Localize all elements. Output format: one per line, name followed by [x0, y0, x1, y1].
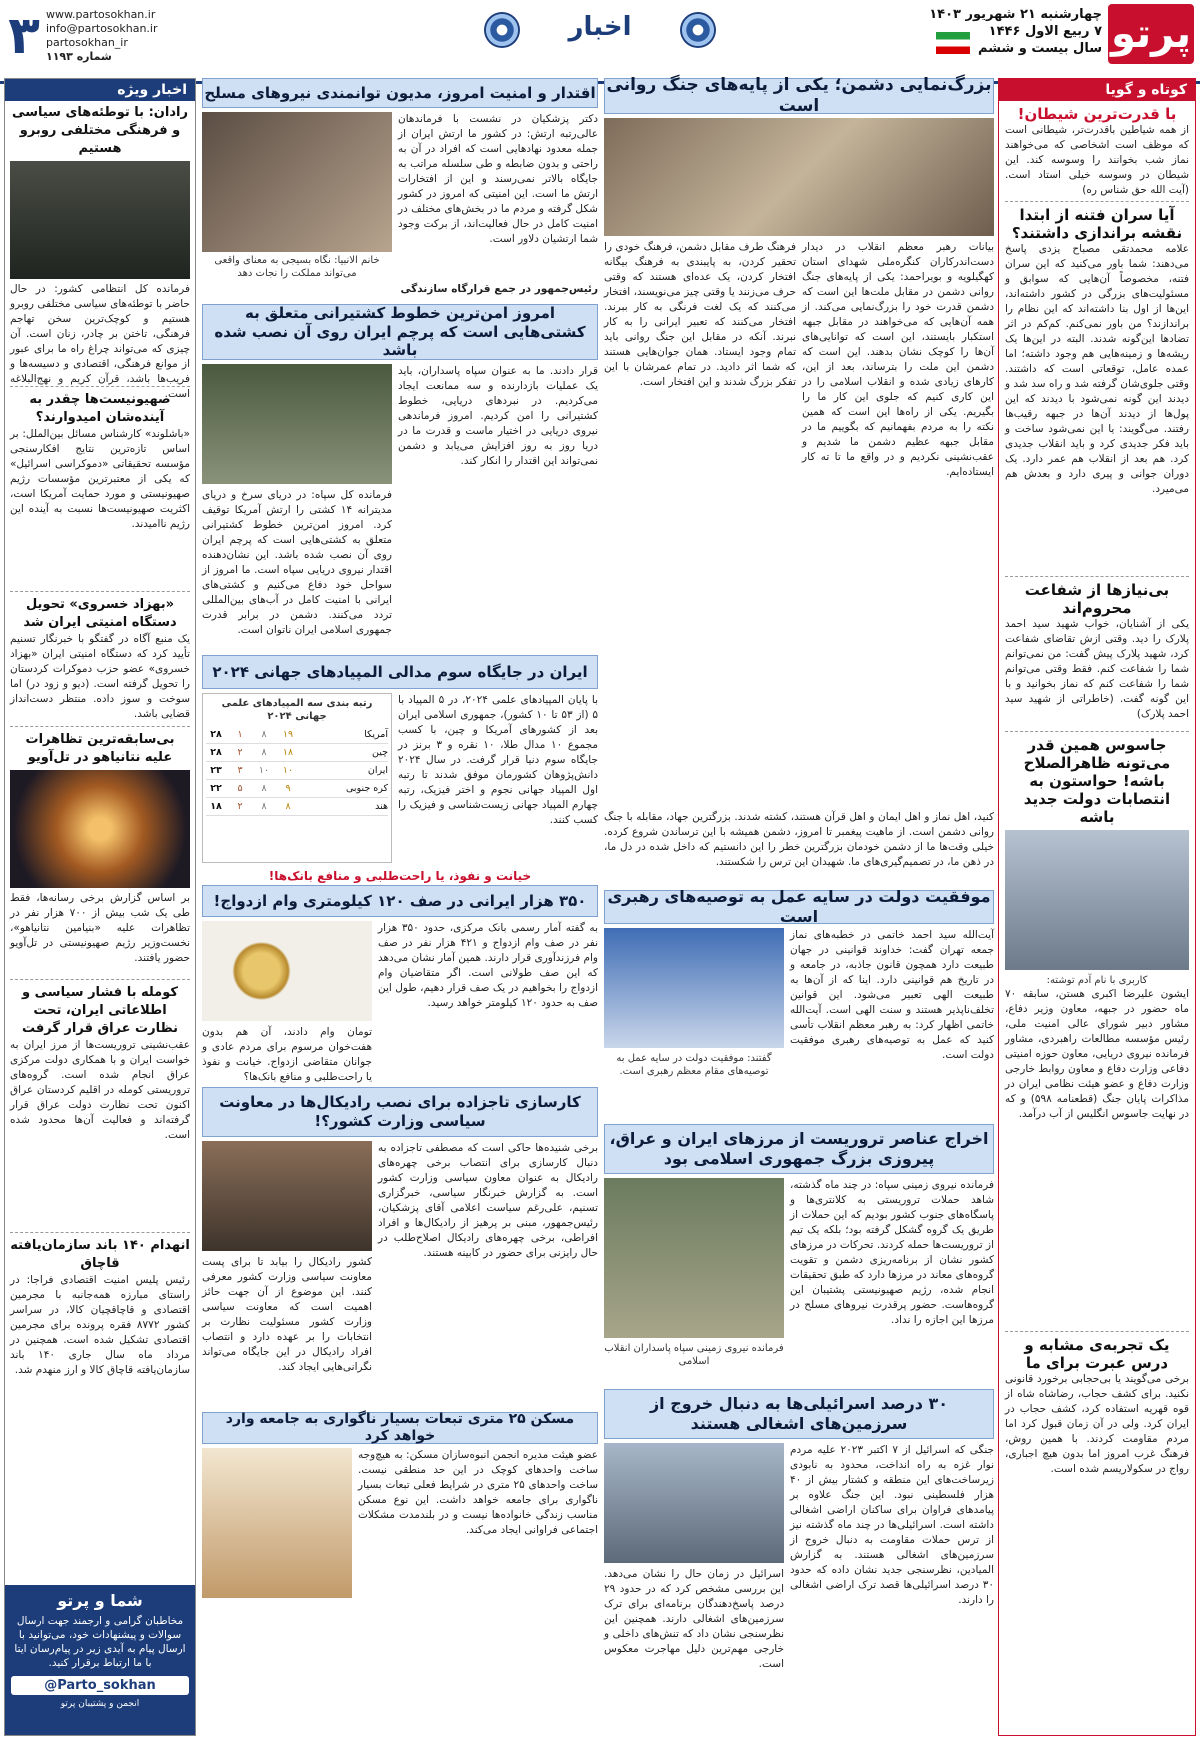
- newspaper-logo: پرتو: [1108, 4, 1194, 64]
- table-row: [206, 780, 388, 798]
- item-text: بر اساس گزارش برخی رسانه‌ها، فقط طی یک شب بیش از ۷۰۰ هزار نفر در تظاهرات علیه «بنیامین نتانیاهو»، نخست‌وزیر رژیم صهیونیستی در تل‌آویو حضور یافتند.: [10, 892, 190, 964]
- headline: بزرگ‌نمایی دشمن؛ یکی از پایه‌های جنگ روانی است: [604, 78, 994, 114]
- table-row: [206, 726, 388, 744]
- headline: کارسازی تاجزاده برای نصب رادیکال‌ها در معاونت سیاسی وزارت کشور؟!: [202, 1087, 598, 1137]
- ornament-icon: [680, 12, 716, 48]
- item-title: «بهزاد خسروی» تحویل دستگاه امنیتی ایران شد: [23, 597, 177, 630]
- item-title: با قدرت‌ترین شیطان!: [1017, 105, 1177, 123]
- contact-box: [5, 1585, 195, 1735]
- table-cell: ۳: [237, 765, 243, 776]
- article-body: [604, 240, 994, 810]
- item-title: انهدام ۱۴۰ باند سازمان‌یافته قاچاق: [10, 1238, 190, 1271]
- photo-caption: فرمانده نیروی زمینی سپاه پاسداران انقلاب اسلامی: [604, 1343, 784, 1367]
- item-text: «باشلوند» کارشناس مسائل بین‌الملل: بر اساس تازه‌ترین نتایج افکارسنجی مؤسسه تحقیقاتی «دموکراسی اسرائیل» که یکی از معتبرترین مؤسسات رژیم صهیونیستی و مورد حمایت آمریکا است، اکثریت صهیونیست‌ها نسبت به آینده این رژیم ناامیدند.: [10, 428, 190, 530]
- table-cell: ۸: [285, 801, 291, 812]
- table-row: [206, 762, 388, 780]
- table-cell: ۲۳: [210, 765, 222, 776]
- table-cell: ۸: [261, 729, 267, 740]
- contact-block: [46, 8, 158, 64]
- medal-table: [202, 693, 392, 863]
- table-cell: ۸: [261, 747, 267, 758]
- article-body: [202, 693, 598, 863]
- item-title: جاسوس همین قدر می‌تونه ظاهرالصلاح باشه! حواستون به انتصابات دولت جدید باشه: [1023, 736, 1171, 826]
- article-body: [202, 112, 598, 282]
- headline: ایران در جایگاه سوم مدالی المپیادهای جهانی ۲۰۲۴: [202, 655, 598, 689]
- table-cell: چین: [372, 747, 388, 758]
- headline: موفقیت دولت در سایه عمل به توصیه‌های رهبری است: [604, 890, 994, 924]
- article-text: فرهنگ طرف مقابل دشمن، فرهنگ خودی را تحقیر کردن، به پایبندی به فرهنگ بیگانه افتخار کردن، یک عده‌ای هستند که وقتی حرف می‌زنند یا وقتی چیز می‌نویسند، افتخار می‌کنند که یک لغت فرنگی به کار ببرند. افتخار می‌کنند که تعبیر ایرانی را به کار نبرند. آنکه در مقابل این جنگ روانی باید تمام وجود ایستاد. همان جوان‌هایی هستند که شما اثر دادید. در تمام عمرشان با این تفکر بزرگ شدند و این افتخار است.: [604, 241, 796, 388]
- item-title: رادان: با توطئه‌های سیاسی و فرهنگی مختلفی روبرو هستیم: [12, 105, 188, 156]
- article-body: [202, 364, 598, 649]
- article-text: برخی شنیده‌ها حاکی است که مصطفی تاجزاده به دنبال کارسازی برای انتصاب برخی چهره‌های رادیکال به عنوان معاون سیاسی وزارت کشور است. به گزارش خبرنگار سیاسی، خبرگزاری تسنیم، علی‌رغم سیاست اعلامی آقای پزشکیان، رئیس‌جمهور، مبنی بر پرهیز از رادیکال‌ها و افراد افراطی، برخی چهره‌های رادیکال اصلاح‌طلب در حال رایزنی برای حضور در کابینه هستند.: [378, 1142, 598, 1259]
- item-title: صهیونیست‌ها چقدر به آینده‌شان امیدوارند؟: [29, 392, 171, 425]
- box-text: مخاطبان گرامی و ارجمند جهت ارسال سوالات و پیشنهادات خود، می‌توانید با ارسال پیام به آیدی زیر در پیام‌رسان ایتا با ما ارتباط برقرار کنید.: [14, 1615, 186, 1669]
- masthead: [0, 0, 1200, 84]
- house-photo: [202, 1448, 352, 1598]
- photo-caption: کاربری با نام آدم توشته:: [1046, 975, 1148, 986]
- item-text: یک منبع آگاه در گفتگو با خبرنگار تسنیم تأیید کرد که دستگاه امنیتی ایران «بهزاد خسروی» عضو حزب دموکرات کردستان را تحویل گرفته است. (دیو و زود در) اما سوخت و سوز داده. منتظر دست‌انداز قضایی باشد.: [10, 633, 190, 720]
- short-news-column: [998, 78, 1196, 1736]
- headline: اخراج عناصر تروریست از مرزهای ایران و عراق، پیروزی بزرگ جمهوری اسلامی بود: [604, 1124, 994, 1174]
- item-text: برخی می‌گویند یا بی‌حجابی برخورد قانونی نکنید. برای کشف حجاب، رضاشاه شاه از قوه قهریه استفاده کرد، کشف حجاب در ایران کرد. ولی در آن زمان قبول کرد اما مردم مقاومت کردند. با همین روش، فرهنگ غرب امروز اما بدون هیچ اجباری، رواج در سکولاریسم شده است.: [1005, 1373, 1189, 1475]
- article-text: به گفته آمار رسمی بانک مرکزی، حدود ۳۵۰ هزار نفر در صف وام ازدواج و ۴۲۱ هزار نفر در صف وام فرزندآوری قرار دارند. همین آمار نشان می‌دهد که این صف طولانی است. اگر متقاضیان وام ازدواج را بخواهیم در یک صف قرار دهیم، طول این صف به حدود ۱۲۰ کیلومتر خواهد رسید.: [378, 922, 598, 1009]
- item-text: عقب‌نشینی تروریست‌ها از مرز ایران به خواست ایران و با همکاری دولت مرکزی عراق انجام شده است. گروه‌های تروریستی کومله در اقلیم کردستان عراق اکنون تحت نظارت دولت عراق قرار گرفته‌اند و فعالیت آن‌ها محدود شده است.: [10, 1039, 190, 1141]
- table-cell: کره جنوبی: [346, 783, 388, 794]
- main-news-column: [604, 74, 994, 1736]
- article-text: اسرائیل در زمان حال را نشان می‌دهد. این بررسی مشخص کرد که در حدود ۲۹ درصد پاسخ‌دهندگان برنامه‌ای برای ترک سرزمین‌های اشغالی دارند. همچنین این نظرسنجی نشان داد که تنش‌های داخلی و خارجی مهم‌ترین دلیل مهاجرت معکوس است.: [604, 1568, 784, 1670]
- ornament-icon: [484, 12, 520, 48]
- item-text: علامه محمدتقی مصباح یزدی پاسخ می‌دهند: شما باور می‌کنید که این سران فتنه، مخصوصاً آن‌هایی که سوابق و مسئولیت‌های بزرگی در کشور داشته‌اند، این‌ها از اول بنا داشته‌اند که این نظام را براندازند؟ من باور نمی‌کنم. کم‌کم در اثر تضادها این‌گونه شدند. البته در این‌ها یک ریشه‌ها و زمینه‌هایی هم وجود داشته؛ اما عمده عامل، توقعاتی است که داشتند. وقتی جلوی‌شان گرفته شد و راه سد شد و دیدند این گونه نمی‌شود با دیدند که این پول‌ها از دیدند آن‌ها در جبهه رقیب‌ها رفتند. می‌گویند: یا این نمی‌شود ساخت و باید فکر جدیدی کرد و باید انقلاب جدیدی کرد. هم بعد از انقلاب هم عمر دارد. یک دوران جوانی و پیری دارد و بعدش هم می‌میرد.: [1005, 243, 1189, 495]
- table-cell: ۱۸: [210, 801, 222, 812]
- table-cell: ۲: [237, 801, 243, 812]
- gregorian-date: چهارشنبه ۲۱ شهریور ۱۴۰۳: [929, 7, 1102, 22]
- headline: ۳۰ درصد اسرائیلی‌ها به دنبال خروج از سرزمین‌های اشغالی هستند: [604, 1389, 994, 1439]
- news-photo: [202, 1141, 372, 1251]
- headline: امروز امن‌ترین خطوط کشتیرانی متعلق به کشتی‌هایی است که پرچم ایران روی آن نصب شده باشد: [202, 304, 598, 360]
- item-title: بی‌نیازها از شفاعت محروم‌اند: [1024, 581, 1170, 617]
- news-photo: [604, 928, 784, 1048]
- article-text: رئیس‌جمهور در جمع قرارگاه سازندگی: [400, 283, 598, 295]
- page-number: ۳: [8, 6, 40, 66]
- eitaa-id-link[interactable]: @Parto_sokhan: [11, 1676, 189, 1695]
- article-body: [604, 1178, 994, 1383]
- article-text: کشور رادیکال را بیابد تا برای پست معاونت سیاسی وزارت کشور معرفی کنند. این موضوع از آن جهت حائز اهمیت است که معاونت سیاسی وزارت کشور مسئولیت نظارت بر انتخابات را بر عهده دارد و انتصاب افراد رادیکال در این جایگاه می‌تواند نگرانی‌هایی ایجاد کند.: [202, 1256, 372, 1373]
- article-body: [604, 928, 994, 1118]
- box-title: شما و پرتو: [57, 1591, 143, 1610]
- article-body: [604, 1443, 994, 1693]
- item-text: یکی از آشنایان، خواب شهید سید احمد پلارک را دید. وقتی ازش تقاضای شفاعت کرد، شهید پلارک پیش گفت: من نمی‌توانم شما را شفاعت کنم. فقط وقتی می‌توانم شما را شفاعت کنم که نماز بخوانید و با این گونه گفت. (خاطراتی از شهید سید احمد پلارک): [1005, 618, 1189, 720]
- article-body: [202, 1141, 598, 1406]
- iran-flag-icon: [936, 32, 970, 54]
- item-title: یک تجربه‌ی مشابه و درس عبرت برای ما: [1024, 1336, 1170, 1372]
- article-text: با پایان المپیادهای علمی ۲۰۲۴، در ۵ المپیاد با ۵ (از ۵۳ تا ۱۰ کشور)، جمهوری اسلامی ایران بعد از کشورهای آمریکا و چین، با کسب مجموع ۱۰ مدال طلا، ۱۰ نقره و ۳ برنز در جایگاه سوم دنیا قرار گرفت. در سال ۲۰۲۴ دانش‌پژوهان کشورمان موفق شدند تا رتبه اول المپیاد جهانی نجوم و اختر فیزیک، رتبه چهارم المپیاد جهانی زیست‌شناسی و فیزیک را کسب کنند.: [398, 694, 598, 826]
- item-title: کومله با فشار سیاسی و اطلاعاتی ایران، تحت نظارت عراق قرار گرفت: [21, 985, 179, 1036]
- table-cell: ۱۹: [282, 729, 294, 740]
- article-text: تومان وام دادند، آن هم بدون هفت‌خوان مرسوم برای مردم عادی و جوانان متقاضی ازدواج. خیانت و نفوذ یا راحت‌طلبی و منافع بانک‌ها؟: [202, 1026, 372, 1083]
- issue-number: شماره ۱۱۹۳: [46, 50, 112, 63]
- article-text: جنگی که اسرائیل از ۷ اکتبر ۲۰۲۳ علیه مردم نوار غزه به راه انداخت، محدود به نابودی زیرساخت‌های این منطقه و کشتار بیش از ۴۰ هزار فلسطینی نبود. این جنگ علاوه بر پیامدهای فراوان برای ساکنان اراضی اشغالی داشته است. اسرائیلی‌ها در چند ماه گذشته نیز از ترس حملات مقاومت به دنبال خروج از سرزمین‌های اشغالی هستند. به گزارش المیادین، نظرسنجی جدید نشان داده که حدود ۳۰ درصد اسرائیلی‌ها قصد ترک اراضی اشغالی را دارند.: [790, 1444, 994, 1606]
- table-cell: ۸: [261, 783, 267, 794]
- item-title: بی‌سابقه‌ترین تظاهرات علیه نتانیاهو در تل‌آویو: [25, 732, 175, 765]
- table-cell: ۹: [285, 783, 291, 794]
- kicker: خیانت و نفوذ، یا راحت‌طلبی و منافع بانک‌ها!: [268, 869, 532, 883]
- person-photo: [10, 161, 190, 279]
- item-text: رئیس پلیس امنیت اقتصادی فراجا: در راستای مبارزه همه‌جانبه با مجرمین اقتصادی و قاچاقچیان کالا، در سراسر کشور ۸۷۷۲ فقره پرونده برای مجرمین اقتصادی تشکیل شده است. همچنین در مرداد ماه سال جاری ۱۴۰ باند سازمان‌یافته قاچاق کالا و ارز منهدم شد.: [10, 1274, 191, 1376]
- article-text: فرمانده کل سپاه: در دریای سرخ و دریای مدیترانه ۱۴ کشتی را ارتش آمریکا توقیف کرد. امروز امن‌ترین خطوط کشتیرانی متعلق به کشتی‌هایی است که پرچم ایران روی آن نصب شده باشد. این نشان‌دهنده اقتدار نیروی دریایی سپاه است. ما امروز از سواحل خود دفاع می‌کنیم و کشتی‌های ایرانی با امنیت کامل در آب‌های بین‌المللی تردد می‌کنند. دشمن در برابر قدرت جمهوری اسلامی ایران ناتوان است.: [202, 489, 393, 636]
- special-news-column: [4, 78, 196, 1736]
- table-title: رتبه بندی سه المپیادهای علمی جهانی ۲۰۲۴: [221, 698, 373, 722]
- table-cell: ۲۲: [210, 783, 222, 794]
- table-cell: ۱۸: [282, 747, 294, 758]
- news-photo: [202, 921, 372, 1021]
- year-label: سال بیست و ششم: [978, 41, 1102, 56]
- headline: ۳۵۰ هزار ایرانی در صف ۱۲۰ کیلومتری وام ازدواج!: [202, 885, 598, 917]
- table-row: [206, 744, 388, 762]
- item-title: آیا سران فتنه از ابتدا نقشه براندازی داشتند؟: [1011, 206, 1183, 242]
- table-cell: ایران: [367, 765, 388, 776]
- table-cell: هند: [375, 801, 388, 812]
- table-cell: ۵: [237, 783, 243, 794]
- headline: اقتدار و امنیت امروز، مدیون توانمندی نیروهای مسلح: [202, 78, 598, 108]
- protest-photo: [10, 770, 190, 888]
- hijri-date: ۷ ربیع الاول ۱۴۴۶: [988, 24, 1102, 39]
- column-label: اخبار ویژه: [5, 79, 195, 101]
- article-text: فرمانده نیروی زمینی سپاه: در چند ماه گذشته، شاهد حملات تروریستی به کلانتری‌ها و پاسگاه‌های جنوب کشور بودیم که این حملات از طریق یک گروه گشکل گرفته بود؛ بلکه یک تیم از تروریست‌ها حمله کردند. تحرکات در مرزهای کشور نشان از برنامه‌ریزی دشمن و تقویت گروه‌های معاند در مرزها دارد که طبق تحقیقات انجام شده، رژیم صهیونیستی پشتیبان این گروه‌هاست. حضور پرقدرت نیروهای مسلح در مرزها این اجازه را نداد.: [790, 1179, 994, 1326]
- article-text: عضو هیئت مدیره انجمن انبوه‌سازان مسکن: به هیچ‌وجه ساخت واحدهای کوچک در این حد منطقی نیست. ساخت واحدهای ۲۵ متری در شرایط فعلی تبعات بسیار ناگواری برای جامعه خواهد داشت. این نوع مسکن مناسب زندگی خانواده‌ها نیست و در بلندمدت مشکلات اجتماعی فراوانی ایجاد می‌کند.: [358, 1449, 598, 1536]
- person-photo: [1005, 830, 1189, 970]
- table-cell: ۱۰: [258, 765, 270, 776]
- item-text: فرمانده کل انتظامی کشور: در حال حاضر با توطئه‌های سیاسی مختلفی روبرو هستیم و کوچک‌ترین سخن تهاجم فرهنگی، تاختن بر چادر، زنان است. آن چیزی که می‌تواند چراغ راه ما برای عبور از موانع فرهنگی، اقتصادی و دسیسه‌ها و فریب‌ها باشد، قرآن کریم و نهج‌البلاغه است.: [10, 283, 190, 400]
- table-cell: ۲۸: [210, 747, 222, 758]
- photo-caption: گفتند: موفقیت دولت در سایه عمل به توصیه‌های مقام معظم رهبری است.: [616, 1053, 772, 1077]
- item-text: ایشون علیرضا اکبری هستن، سابقه ۷۰ ماه حضور در جبهه، معاون وزیر دفاع، مشاور دبیر شورای عالی امنیت ملی، رئیس مؤسسه مطالعات راهبردی، مشاور فرمانده نیروی دریایی، معاون حوزه امنیتی دفاعی وزارت دفاع و معاون روابط خارجی وزارت دفاع و عضو هیئت نظامی ایران در مذاکرات پایان جنگ (قطعنامه ۵۹۸) و که در نهایت جاسوس انگلیس از آب درآمد.: [1005, 988, 1189, 1120]
- item-text: از همه شیاطین باقدرت‌تر، شیطانی است که موظف است اشخاصی که می‌خواهند نماز شب بخوانند را وسوسه کند. این شیطان در وسوسه خیلی استاد است. (آیت الله حق شناس ره): [1005, 124, 1189, 196]
- news-photo: [202, 112, 392, 252]
- article-text: آیت‌الله سید احمد خاتمی در خطبه‌های نماز جمعه تهران گفت: خداوند قوانینی در جهان طبیعت دارد همچون قانون جاذبه، در جامعه و در تاریخ هم قوانینی دارد. اینا که از آن‌ها به طبیعت الهی تعبیر می‌شود. این قوانین تخلف‌ناپذیر هستند و سنت الهی است. آیت‌الله خاتمی اظهار کرد: به رهبر معظم انقلاب تأسی کنید که عمل به توصیه‌های رهبری موفقیت دولت است.: [790, 929, 994, 1061]
- article-body: [202, 1448, 598, 1598]
- column-label: کوتاه و گویا: [999, 79, 1195, 101]
- table-cell: ۲: [237, 747, 243, 758]
- photo-caption: خانم الانبیا: نگاه بسیجی به معنای واقعی می‌تواند مملکت را نجات دهد: [214, 255, 380, 279]
- table-cell: ۱: [237, 729, 243, 740]
- news-photo: [202, 364, 392, 484]
- news-photo: [604, 1178, 784, 1338]
- instagram-handle[interactable]: partosokhan_ir: [46, 36, 128, 49]
- news-photo: [604, 1443, 784, 1563]
- article-text: دکتر پزشکیان در نشست با فرماندهان عالی‌رتبه ارتش: در کشور ما ارتش ایران از جمله معدود نهادهایی است که افراد در آن به راحتی و بدون ضابطه و طی سلسله مراتب به جایگاه بالاتر نمی‌رسند و این از افتخارات ارتش ما است. این امنیتی که امروز در کشور شکل گرفته و مردم ما در بخش‌های مختلف در امنیت کامل در حال فعالیت‌اند، از برکت وجود شما ارتشیان دلاور است.: [398, 113, 598, 245]
- website-link[interactable]: www.partosokhan.ir: [46, 8, 156, 21]
- table-row: [206, 798, 388, 816]
- secondary-news-column: [202, 78, 598, 1736]
- article-body: [202, 921, 598, 1081]
- news-photo: [604, 118, 994, 236]
- box-footer: انجمن و پشتیبان پرتو: [60, 1699, 140, 1709]
- table-cell: ۱۰: [282, 765, 294, 776]
- table-cell: ۲۸: [210, 729, 222, 740]
- table-cell: آمریکا: [364, 729, 388, 740]
- table-cell: ۸: [261, 801, 267, 812]
- article-text: کنید، اهل نماز و اهل ایمان و اهل قرآن هستند، کشته شدند. بزرگترین جهاد، مقابله با جنگ روانی دشمن است. از ماهیت پیغمبر تا امروز، دشمن همیشه با این ترساندن شروع کرده. خیلی وقت‌ها ما از دشمن خودمان بزرگترین خطر را این دانستیم که داخل شده در دل ما، در ذهن ما، در تصمیم‌گیری‌های ما. شهیدان این ترس را شکستند.: [604, 811, 994, 868]
- headline: مسکن ۲۵ متری تبعات بسیار ناگواری به جامعه وارد خواهد کرد: [202, 1412, 598, 1444]
- email-link[interactable]: info@partosokhan.ir: [46, 22, 158, 35]
- article-text: قرار دادند. ما به عنوان سپاه پاسداران، باید یک عملیات بازدارنده و سه ممانعت ایجاد می‌کردیم. در نبردهای دریایی، خطوط کشتیرانی را امن کردیم. امروز فرماندهی نیروی دریایی در اختیار ماست و قدرت ما در دریا روز به روز افزایش می‌یابد و دشمن نمی‌تواند این اقتدار را انکار کند.: [398, 365, 598, 467]
- section-title: اخبار: [568, 12, 632, 42]
- article-text: بیانات رهبر معظم انقلاب در دیدار دست‌اندرکاران کنگره‌ملی شهدای استان کهگیلویه و بویراحمد: یکی از پایه‌های جنگ روانی دشمن در مقابل ملت‌ها این است که دشمن قدرت خود را بزرگ‌نمایی می‌کند. از همه آن‌هایی که می‌خواهند در مقابل جبهه استکبار بایستند، این است که توانایی‌های آن‌ها را کوچک نشان بدهند. این است که دشمن این ملت را بترساند، بعد از این، کارهای زیادی شده و انقلاب اسلامی را در این کاری کنیم که جلوی این کار ما را بگیریم. یکی از راه‌ها این است که همین نکته را به مردم بفهمانیم که بگوییم ما در مقابل جبهه عظیم دشمن ما شدیم و عقب‌نشینی نکردیم و در واقع ما تا ته کار ایستاده‌ایم.: [802, 241, 994, 478]
